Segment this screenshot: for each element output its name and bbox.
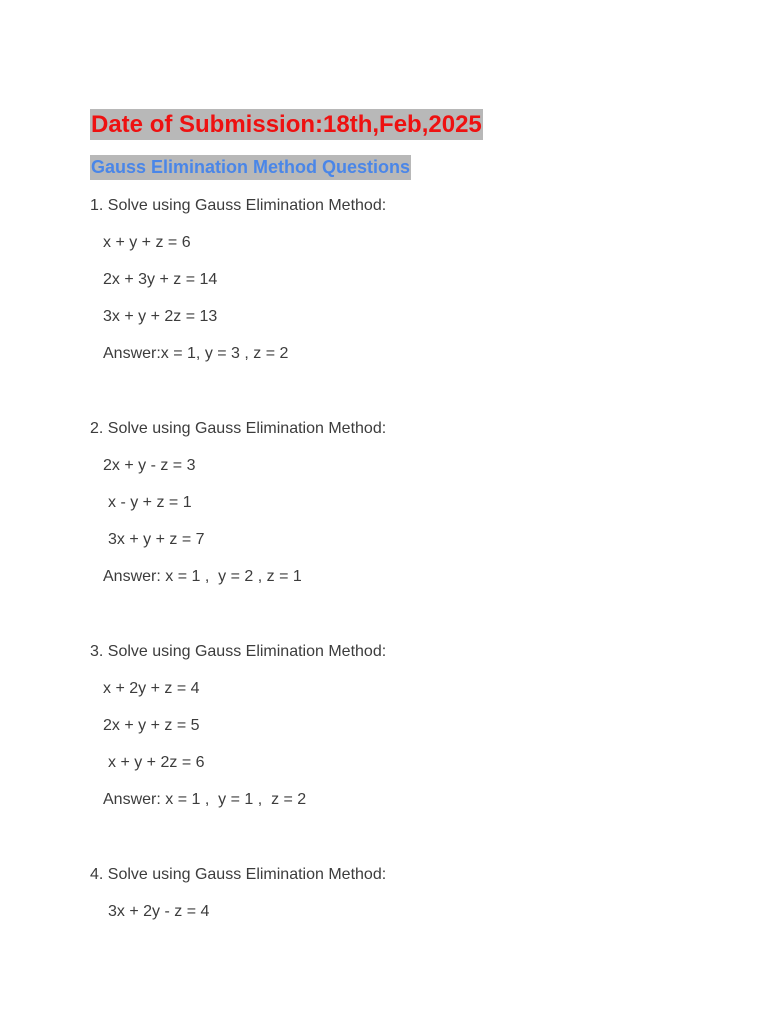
question-1-equation-3: 3x + y + 2z = 13	[103, 308, 218, 325]
question-3-equation-3: x + y + 2z = 6	[108, 754, 205, 771]
question-2-equation-2: x - y + z = 1	[108, 494, 192, 511]
question-1-answer: Answer:x = 1, y = 3 , z = 2	[103, 345, 289, 362]
question-3-heading: 3. Solve using Gauss Elimination Method:	[90, 643, 387, 660]
question-1-equation-1: x + y + z = 6	[103, 234, 191, 251]
question-4-equation-1: 3x + 2y - z = 4	[108, 903, 210, 920]
question-2-equation-3: 3x + y + z = 7	[108, 531, 205, 548]
section-subtitle: Gauss Elimination Method Questions	[90, 155, 411, 180]
question-3-equation-1: x + 2y + z = 4	[103, 680, 200, 697]
question-2-answer: Answer: x = 1 , y = 2 , z = 1	[103, 568, 302, 585]
question-3-answer: Answer: x = 1 , y = 1 , z = 2	[103, 791, 307, 808]
question-3-equation-2: 2x + y + z = 5	[103, 717, 200, 734]
question-1-heading: 1. Solve using Gauss Elimination Method:	[90, 197, 387, 214]
question-2-heading: 2. Solve using Gauss Elimination Method:	[90, 420, 387, 437]
submission-date-title: Date of Submission:18th,Feb,2025	[91, 111, 482, 138]
question-4-heading: 4. Solve using Gauss Elimination Method:	[90, 866, 387, 883]
question-1-equation-2: 2x + 3y + z = 14	[103, 271, 218, 288]
question-2-equation-1: 2x + y - z = 3	[103, 457, 196, 474]
